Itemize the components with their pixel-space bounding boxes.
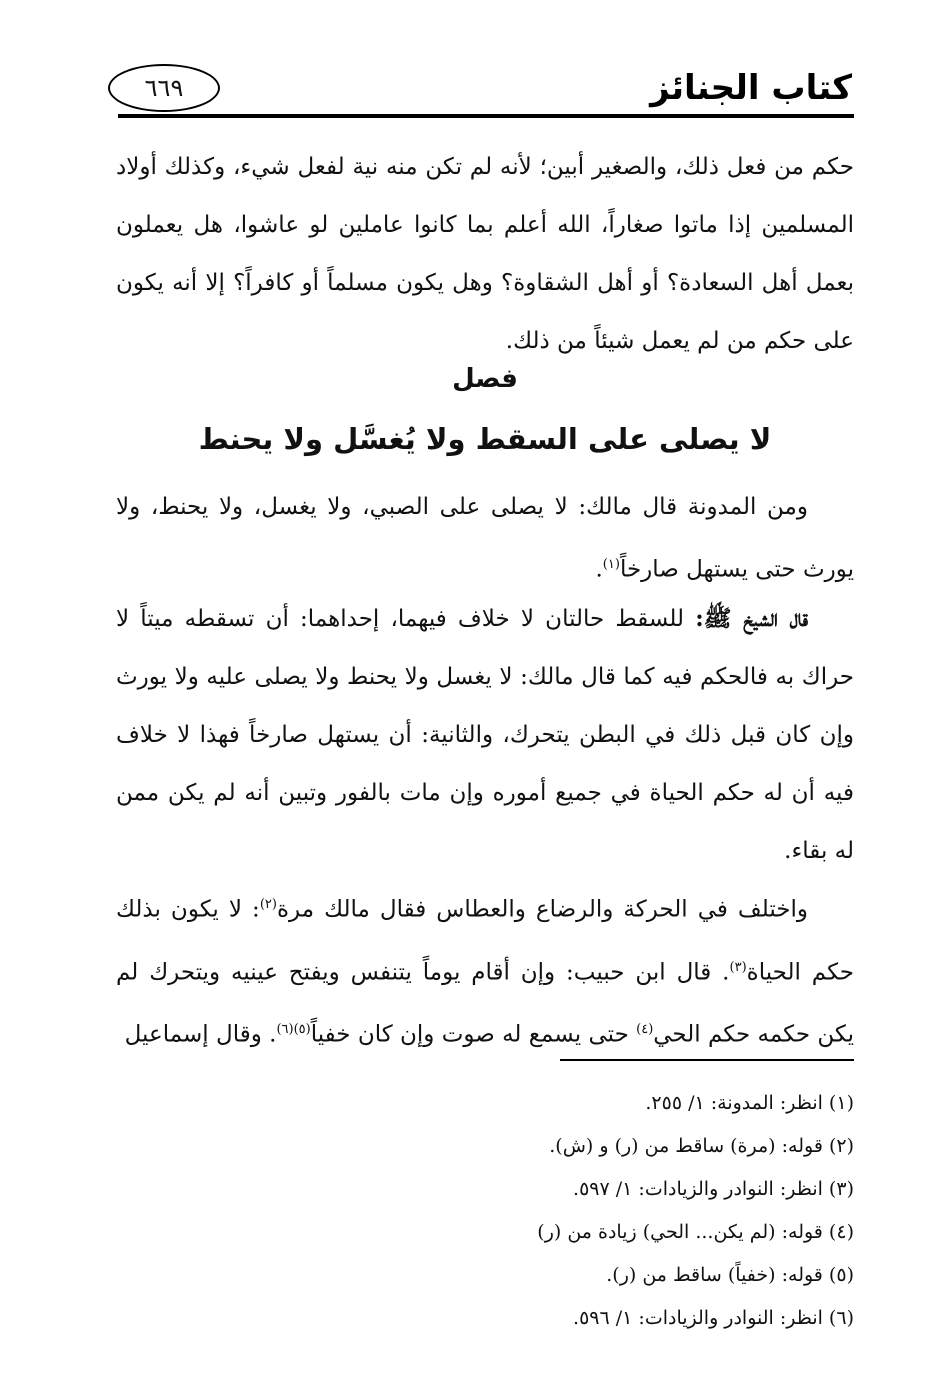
paragraph-text: ومن المدونة قال مالك: لا يصلى على الصبي، ولا يغسل، ولا يحنط، ولا يورث حتى يستهل صارخاً (116, 494, 854, 583)
paragraph-text: حتى يسمع له صوت وإن كان خفياً (310, 1021, 637, 1048)
paragraph-text: . وقال إسماعيل (124, 1021, 277, 1048)
paragraph-disagreement (116, 876, 854, 1064)
paragraph-intro: حكم من فعل ذلك، والصغير أبين؛ لأنه لم تكن منه نية لفعل شيء، وكذلك أولاد المسلمين إذا ماتوا صغاراً، الله أعلم بما كانوا عاملين لو عاشوا، هل يعملون بعمل أهل السعادة؟ أو أهل الشقاوة؟ وهل يكون مسلماً أو كافراً؟ إلا أنه يكون على حكم من لم يعمل شيئاً من ذلك. (116, 154, 854, 354)
page-number-badge (108, 64, 220, 112)
paragraph-mudawwana (116, 478, 854, 599)
footnote-ref-3[interactable]: (٣) (729, 959, 747, 975)
speaker-lead: قال الشيخ ﷺ: (695, 605, 808, 632)
footnote-item: (٤) قوله: (لم يكن... الحي) زيادة من (ر) (537, 1221, 854, 1243)
paragraph-text: . قال ابن حبيب: وإن أقام يوماً يتنفس ويفتح عينيه ويتحرك لم يكن حكمه حكم الحي (116, 959, 854, 1048)
page-number: ٦٦٩ (144, 74, 184, 102)
section-title: لا يصلى على السقط ولا يُغسَّل ولا يحنط (198, 422, 772, 456)
footnote-ref-5-6[interactable]: (٥)(٦) (276, 1022, 311, 1038)
footnote-ref-1[interactable]: (١) (602, 557, 620, 572)
footnotes-list (116, 1082, 854, 1340)
footnote-item: (٢) قوله: (مرة) ساقط من (ر) و (ش). (549, 1135, 854, 1157)
footnote-ref-4[interactable]: (٤) (636, 1022, 654, 1038)
footnote-separator (560, 1059, 854, 1061)
header-rule (118, 114, 854, 118)
footnote-item: (٥) قوله: (خفياً) ساقط من (ر). (606, 1264, 854, 1286)
paragraph-text: . (595, 556, 603, 583)
footnote-item: (١) انظر: المدونة: ١/ ٢٥٥. (645, 1092, 854, 1114)
running-header-title: كتاب الجنائز (650, 68, 852, 108)
paragraph-text: واختلف في الحركة والرضاع والعطاس فقال مالك مرة (276, 896, 808, 923)
footnote-item: (٣) انظر: النوادر والزيادات: ١/ ٥٩٧. (573, 1178, 854, 1200)
paragraph-shaykh (116, 590, 854, 880)
paragraph-text: : لا يكون بذلك حكم الحياة (116, 896, 855, 986)
footnote-ref-2[interactable]: (٢) (259, 897, 277, 912)
section-label: فصل (452, 364, 518, 394)
paragraph-text: للسقط حالتان لا خلاف فيهما، إحداهما: أن تسقطه ميتاً لا حراك به فالحكم فيه كما قال مالك: لا يغسل ولا يحنط ولا يصلى عليه ولا يورث وإن كان قبل ذلك في البطن يتحرك، والثانية: أن يستهل صارخاً فهذا لا خلاف فيه أن له حكم الحياة في جميع أموره وإن مات بالفور وتبين أنه لم يكن ممن له بقاء. (116, 606, 854, 864)
footnote-item: (٦) انظر: النوادر والزيادات: ١/ ٥٩٦. (573, 1307, 854, 1329)
